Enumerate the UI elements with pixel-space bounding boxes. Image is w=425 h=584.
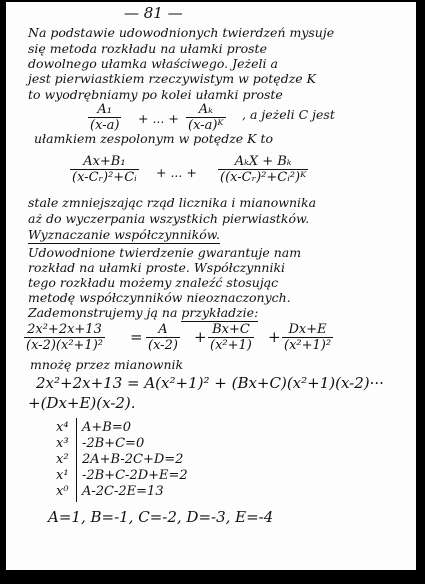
expansion-line: 2x²+2x+13 = A(x²+1)² + (Bx+C)(x²+1)(x-2)··· xyxy=(36,374,384,392)
term-de xyxy=(282,322,333,353)
text-line: stale zmniejszając rząd licznika i mianownika xyxy=(28,195,317,210)
system-equation: -2B+C=0 xyxy=(82,436,145,451)
term-a xyxy=(146,322,180,353)
system-equation: A+B=0 xyxy=(82,420,131,435)
proof-line: Udowodnione twierdzenie gwarantuje nam xyxy=(28,245,302,260)
power-label: x⁰ xyxy=(56,484,69,499)
equation-lhs xyxy=(24,322,105,353)
fraction-complex-1 xyxy=(70,154,139,185)
plus-sign: + xyxy=(268,328,281,346)
power-label: x³ xyxy=(56,436,69,451)
equals-sign: = xyxy=(130,328,143,346)
fraction-numerator: Aₖ xyxy=(198,102,213,117)
fraction-a1 xyxy=(88,102,121,133)
fraction-complex-k xyxy=(218,154,308,185)
example-intro-text: Zademonstrujemy ją na xyxy=(28,305,178,320)
notebook-page xyxy=(6,2,416,570)
solution-line: A=1, B=-1, C=-2, D=-3, E=-4 xyxy=(48,508,274,526)
intro-line: Na podstawie udowodnionych twierdzeń mysuje xyxy=(28,25,335,40)
fraction-numerator: Bx+C xyxy=(212,322,250,337)
text-line: , a jeżeli C jest xyxy=(242,107,335,122)
proof-line: rozkład na ułamki proste. Współczynniki xyxy=(28,260,286,275)
fraction-ak xyxy=(186,102,226,133)
power-label: x¹ xyxy=(56,468,69,483)
fraction-denominator: (x-a) xyxy=(90,118,120,133)
plus-sign: + xyxy=(194,328,207,346)
example-intro xyxy=(28,306,258,320)
fraction-denominator: (x-2) xyxy=(148,338,178,353)
text-line: ułamkiem zespolonym w potędze K to xyxy=(34,131,274,146)
term-bc xyxy=(208,322,254,353)
intro-line: dowolnego ułamka właściwego. Jeżeli a xyxy=(28,56,278,71)
system-equation: -2B+C-2D+E=2 xyxy=(82,468,188,483)
system-bracket xyxy=(76,418,77,502)
fraction-numerator: 2x²+2x+13 xyxy=(27,322,102,337)
system-equation: A-2C-2E=13 xyxy=(82,484,164,499)
fraction-numerator: Dx+E xyxy=(288,322,327,337)
fraction-denominator: ((x-Cᵣ)²+Cᵢ²)ᴷ xyxy=(220,170,307,185)
fraction-denominator: (x-Cᵣ)²+Cᵢ xyxy=(72,170,137,185)
intro-line: to wyodrębniamy po kolei ułamki proste xyxy=(28,87,283,102)
fraction-numerator: A xyxy=(158,322,168,337)
intro-line: się metoda rozkładu na ułamki proste xyxy=(28,41,267,56)
system-equation: 2A+B-2C+D=2 xyxy=(82,452,184,467)
fraction-denominator: (x-2)(x²+1)² xyxy=(26,338,103,353)
proof-line: metodę współczynników nieoznaczonych. xyxy=(28,290,291,305)
fraction-numerator: Ax+B₁ xyxy=(83,154,126,169)
fraction-denominator: (x²+1) xyxy=(210,338,252,353)
fraction-numerator: A₁ xyxy=(97,102,112,117)
fraction-denominator: (x²+1)² xyxy=(284,338,332,353)
intro-line: jest pierwiastkiem rzeczywistym w potędze K xyxy=(28,71,316,86)
page-number: — 81 — xyxy=(124,4,183,22)
example-word: przykładzie: xyxy=(181,305,259,320)
proof-line: tego rozkładu możemy znaleźć stosując xyxy=(28,275,279,290)
power-label: x² xyxy=(56,452,69,467)
text-line: mnożę przez mianownik xyxy=(30,357,184,372)
expansion-line: +(Dx+E)(x-2). xyxy=(28,394,136,412)
fraction-denominator: (x-a)ᴷ xyxy=(188,118,224,133)
power-label: x⁴ xyxy=(56,420,69,435)
fraction-separator: + ... + xyxy=(156,165,197,180)
section-heading: Wyznaczanie współczynników. xyxy=(28,227,220,242)
text-line: aż do wyczerpania wszystkich pierwiastków. xyxy=(28,211,310,226)
fraction-separator: + ... + xyxy=(138,111,179,126)
fraction-numerator: AₖX + Bₖ xyxy=(234,154,292,169)
